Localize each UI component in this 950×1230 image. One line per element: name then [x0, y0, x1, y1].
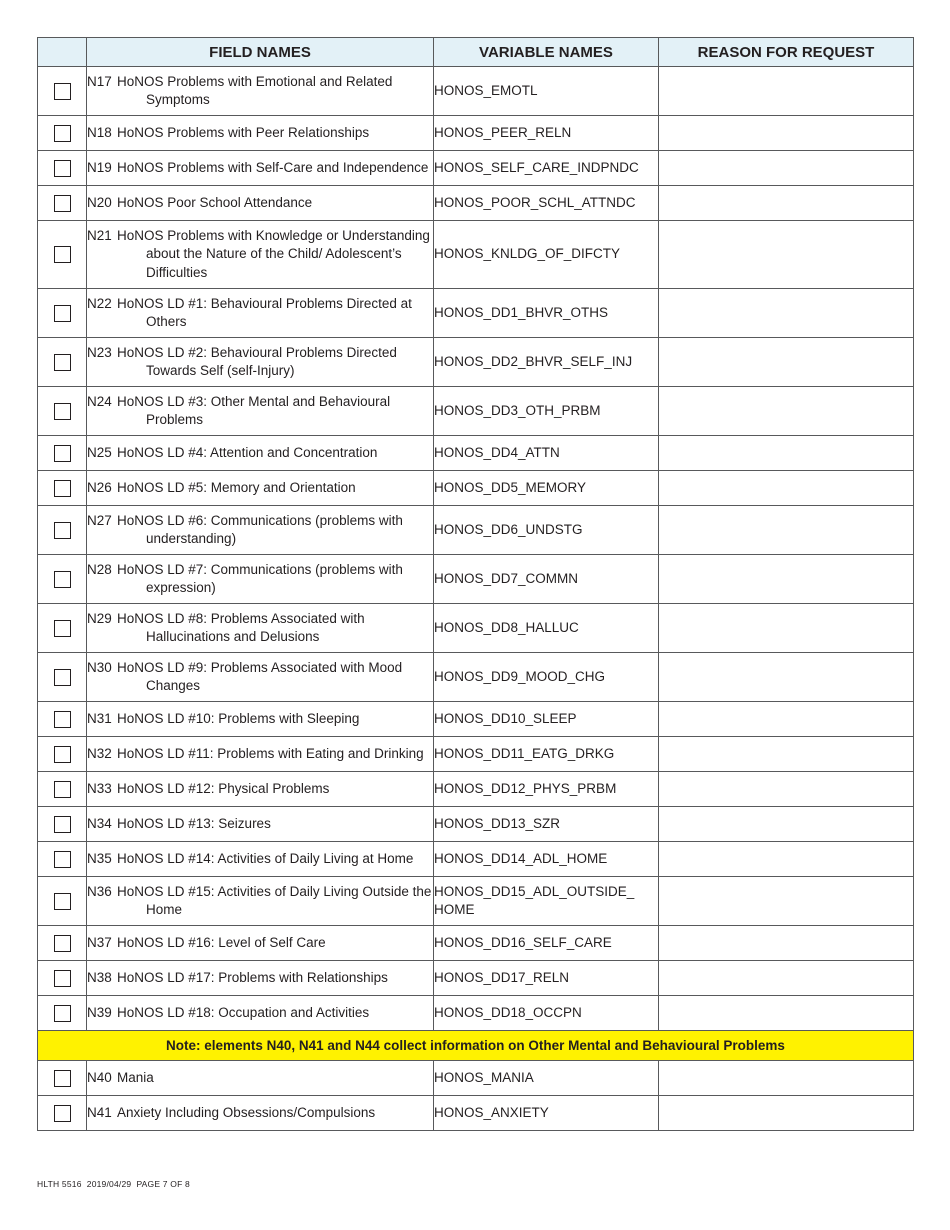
- checkbox-cell: [38, 1061, 87, 1096]
- request-checkbox[interactable]: [54, 195, 71, 212]
- field-label: HoNOS LD #16: Level of Self Care: [117, 934, 326, 950]
- field-name-cell: [87, 289, 434, 338]
- variable-name-cell: HONOS_ANXIETY: [434, 1096, 659, 1131]
- variable-name-cell: HONOS_DD7_COMMN: [434, 555, 659, 604]
- field-label: HoNOS LD #12: Physical Problems: [117, 780, 330, 796]
- checkbox-cell: [38, 1096, 87, 1131]
- table-row: [38, 807, 914, 842]
- request-checkbox[interactable]: [54, 935, 71, 952]
- field-label: HoNOS LD #4: Attention and Concentration: [117, 444, 378, 460]
- checkbox-cell: [38, 653, 87, 702]
- field-name-cell: [87, 151, 434, 186]
- field-code: N38: [87, 969, 112, 985]
- field-label: HoNOS LD #9: Problems Associated with Mood Changes: [117, 659, 403, 693]
- field-name-cell: [87, 772, 434, 807]
- request-checkbox[interactable]: [54, 669, 71, 686]
- request-checkbox[interactable]: [54, 246, 71, 263]
- reason-for-request-field[interactable]: [659, 772, 914, 807]
- field-code: N33: [87, 780, 112, 796]
- checkbox-cell: [38, 289, 87, 338]
- reason-for-request-field[interactable]: [659, 807, 914, 842]
- variable-name-cell: HONOS_DD3_OTH_PRBM: [434, 387, 659, 436]
- request-checkbox[interactable]: [54, 1005, 71, 1022]
- request-checkbox[interactable]: [54, 83, 71, 100]
- field-code: N32: [87, 745, 112, 761]
- checkbox-cell: [38, 737, 87, 772]
- reason-for-request-field[interactable]: [659, 506, 914, 555]
- request-checkbox[interactable]: [54, 522, 71, 539]
- field-label: HoNOS LD #3: Other Mental and Behavioural Problems: [117, 393, 391, 427]
- field-label: HoNOS LD #17: Problems with Relationships: [117, 969, 388, 985]
- field-label: Anxiety Including Obsessions/Compulsions: [117, 1104, 376, 1120]
- variable-name-cell: HONOS_DD18_OCCPN: [434, 996, 659, 1031]
- reason-for-request-field[interactable]: [659, 996, 914, 1031]
- field-name-cell: [87, 996, 434, 1031]
- field-label: HoNOS LD #11: Problems with Eating and Drinking: [117, 745, 424, 761]
- table-row: [38, 221, 914, 289]
- request-checkbox[interactable]: [54, 816, 71, 833]
- checkbox-cell: [38, 555, 87, 604]
- table-row: [38, 436, 914, 471]
- variable-name-cell: HONOS_MANIA: [434, 1061, 659, 1096]
- field-name-cell: [87, 387, 434, 436]
- variable-name-cell: HONOS_DD8_HALLUC: [434, 604, 659, 653]
- table-row: [38, 289, 914, 338]
- checkbox-cell: [38, 221, 87, 289]
- table-row: [38, 67, 914, 116]
- field-names-header: FIELD NAMES: [87, 38, 434, 67]
- checkbox-cell: [38, 961, 87, 996]
- field-code: N25: [87, 444, 112, 460]
- reason-for-request-field[interactable]: [659, 289, 914, 338]
- table-row: [38, 877, 914, 926]
- variable-names-header: VARIABLE NAMES: [434, 38, 659, 67]
- note-row: [38, 1031, 914, 1061]
- field-code: N37: [87, 934, 112, 950]
- request-checkbox[interactable]: [54, 851, 71, 868]
- field-label: HoNOS LD #15: Activities of Daily Living Outside the Home: [117, 883, 432, 917]
- checkbox-cell: [38, 471, 87, 506]
- field-code: N40: [87, 1069, 112, 1085]
- field-code: N29: [87, 610, 112, 626]
- reason-for-request-field[interactable]: [659, 702, 914, 737]
- reason-for-request-field[interactable]: [659, 116, 914, 151]
- request-checkbox[interactable]: [54, 445, 71, 462]
- request-checkbox[interactable]: [54, 1105, 71, 1122]
- field-name-cell: [87, 1061, 434, 1096]
- checkbox-cell: [38, 116, 87, 151]
- checkbox-cell: [38, 436, 87, 471]
- reason-for-request-header: REASON FOR REQUEST: [659, 38, 914, 67]
- field-code: N30: [87, 659, 112, 675]
- field-name-cell: [87, 67, 434, 116]
- variable-name-cell: HONOS_DD17_RELN: [434, 961, 659, 996]
- field-name-cell: [87, 702, 434, 737]
- field-code: N26: [87, 479, 112, 495]
- reason-for-request-field[interactable]: [659, 471, 914, 506]
- variable-name-cell: HONOS_POOR_SCHL_ATTNDC: [434, 186, 659, 221]
- field-name-cell: [87, 116, 434, 151]
- table-row: [38, 1096, 914, 1131]
- field-code: N18: [87, 124, 112, 140]
- field-label: HoNOS LD #1: Behavioural Problems Directed at Others: [117, 295, 412, 329]
- variable-name-cell: HONOS_DD15_ADL_OUTSIDE_ HOME: [434, 877, 659, 926]
- checkbox-cell: [38, 186, 87, 221]
- reason-for-request-field[interactable]: [659, 151, 914, 186]
- checkbox-cell: [38, 842, 87, 877]
- field-name-cell: [87, 653, 434, 702]
- page-number: PAGE 7 OF 8: [136, 1179, 190, 1189]
- field-label: HoNOS LD #13: Seizures: [117, 815, 271, 831]
- field-code: N36: [87, 883, 112, 899]
- field-label: HoNOS Problems with Knowledge or Understanding about the Nature of the Child/ Adolescent’s Difficulties: [117, 227, 430, 280]
- table-row: [38, 471, 914, 506]
- request-checkbox[interactable]: [54, 970, 71, 987]
- reason-for-request-field[interactable]: [659, 436, 914, 471]
- table-row: [38, 151, 914, 186]
- variable-name-cell: HONOS_DD9_MOOD_CHG: [434, 653, 659, 702]
- reason-for-request-field[interactable]: [659, 67, 914, 116]
- variable-name-cell: HONOS_PEER_RELN: [434, 116, 659, 151]
- reason-for-request-field[interactable]: [659, 926, 914, 961]
- variable-name-cell: HONOS_DD6_UNDSTG: [434, 506, 659, 555]
- variable-name-cell: HONOS_DD4_ATTN: [434, 436, 659, 471]
- request-checkbox[interactable]: [54, 125, 71, 142]
- table-row: [38, 772, 914, 807]
- field-code: N23: [87, 344, 112, 360]
- checkbox-cell: [38, 604, 87, 653]
- request-checkbox[interactable]: [54, 893, 71, 910]
- variable-name-cell: HONOS_EMOTL: [434, 67, 659, 116]
- variable-name-cell: HONOS_SELF_CARE_INDPNDC: [434, 151, 659, 186]
- table-row: [38, 1061, 914, 1096]
- field-label: HoNOS LD #8: Problems Associated with Hallucinations and Delusions: [117, 610, 365, 644]
- field-name-cell: [87, 221, 434, 289]
- checkbox-column-header: [38, 38, 87, 67]
- checkbox-cell: [38, 702, 87, 737]
- request-checkbox[interactable]: [54, 403, 71, 420]
- request-checkbox[interactable]: [54, 305, 71, 322]
- variable-name-cell: HONOS_DD2_BHVR_SELF_INJ: [434, 338, 659, 387]
- field-label: Mania: [117, 1069, 154, 1085]
- field-label: HoNOS LD #2: Behavioural Problems Directed Towards Self (self-Injury): [117, 344, 397, 378]
- field-name-cell: [87, 877, 434, 926]
- field-name-cell: [87, 737, 434, 772]
- table-row: [38, 387, 914, 436]
- field-label: HoNOS LD #10: Problems with Sleeping: [117, 710, 360, 726]
- table-row: [38, 186, 914, 221]
- field-code: N17: [87, 73, 112, 89]
- field-label: HoNOS LD #5: Memory and Orientation: [117, 479, 356, 495]
- table-row: [38, 506, 914, 555]
- field-code: N39: [87, 1004, 112, 1020]
- variable-name-cell: HONOS_DD12_PHYS_PRBM: [434, 772, 659, 807]
- field-label: HoNOS Poor School Attendance: [117, 194, 313, 210]
- reason-for-request-field[interactable]: [659, 653, 914, 702]
- table-row: [38, 116, 914, 151]
- reason-for-request-field[interactable]: [659, 338, 914, 387]
- field-label: HoNOS LD #7: Communications (problems with expression): [117, 561, 403, 595]
- checkbox-cell: [38, 67, 87, 116]
- checkbox-cell: [38, 338, 87, 387]
- field-label: HoNOS Problems with Peer Relationships: [117, 124, 370, 140]
- checkbox-cell: [38, 387, 87, 436]
- reason-for-request-field[interactable]: [659, 604, 914, 653]
- field-label: HoNOS LD #14: Activities of Daily Living at Home: [117, 850, 414, 866]
- checkbox-cell: [38, 877, 87, 926]
- request-checkbox[interactable]: [54, 354, 71, 371]
- field-code: N41: [87, 1104, 112, 1120]
- field-name-cell: [87, 186, 434, 221]
- field-name-cell: [87, 604, 434, 653]
- field-code: N34: [87, 815, 112, 831]
- field-code: N24: [87, 393, 112, 409]
- field-code: N31: [87, 710, 112, 726]
- field-name-cell: [87, 471, 434, 506]
- form-id: HLTH 5516: [37, 1179, 82, 1189]
- checkbox-cell: [38, 151, 87, 186]
- reason-for-request-field[interactable]: [659, 1096, 914, 1131]
- request-checkbox[interactable]: [54, 480, 71, 497]
- table-row: [38, 926, 914, 961]
- request-checkbox[interactable]: [54, 160, 71, 177]
- field-code: N22: [87, 295, 112, 311]
- request-checkbox[interactable]: [54, 620, 71, 637]
- field-label: HoNOS Problems with Self-Care and Independence: [117, 159, 429, 175]
- request-checkbox[interactable]: [54, 781, 71, 798]
- reason-for-request-field[interactable]: [659, 387, 914, 436]
- reason-for-request-field[interactable]: [659, 1061, 914, 1096]
- field-name-cell: [87, 961, 434, 996]
- table-body: [38, 67, 914, 1131]
- checkbox-cell: [38, 807, 87, 842]
- variable-name-cell: HONOS_DD5_MEMORY: [434, 471, 659, 506]
- note-text: Note: elements N40, N41 and N44 collect information on Other Mental and Behavioural Problems: [38, 1031, 914, 1061]
- variable-name-cell: HONOS_DD14_ADL_HOME: [434, 842, 659, 877]
- field-name-cell: [87, 807, 434, 842]
- variable-name-cell: HONOS_DD10_SLEEP: [434, 702, 659, 737]
- checkbox-cell: [38, 772, 87, 807]
- request-checkbox[interactable]: [54, 711, 71, 728]
- field-label: HoNOS LD #18: Occupation and Activities: [117, 1004, 370, 1020]
- field-code: N28: [87, 561, 112, 577]
- field-name-cell: [87, 506, 434, 555]
- variable-name-cell: HONOS_DD11_EATG_DRKG: [434, 737, 659, 772]
- table-row: [38, 604, 914, 653]
- table-header-row: [38, 38, 914, 67]
- variable-name-cell: HONOS_KNLDG_OF_DIFCTY: [434, 221, 659, 289]
- field-code: N27: [87, 512, 112, 528]
- variable-name-cell: HONOS_DD1_BHVR_OTHS: [434, 289, 659, 338]
- reason-for-request-field[interactable]: [659, 186, 914, 221]
- request-checkbox[interactable]: [54, 1070, 71, 1087]
- variable-name-cell: HONOS_DD16_SELF_CARE: [434, 926, 659, 961]
- field-name-cell: [87, 555, 434, 604]
- field-code: N20: [87, 194, 112, 210]
- checkbox-cell: [38, 506, 87, 555]
- reason-for-request-field[interactable]: [659, 555, 914, 604]
- table-row: [38, 653, 914, 702]
- table-row: [38, 338, 914, 387]
- field-code: N21: [87, 227, 112, 243]
- table-row: [38, 555, 914, 604]
- field-name-cell: [87, 338, 434, 387]
- reason-for-request-field[interactable]: [659, 737, 914, 772]
- table-row: [38, 702, 914, 737]
- table-row: [38, 842, 914, 877]
- reason-for-request-field[interactable]: [659, 221, 914, 289]
- field-code: N19: [87, 159, 112, 175]
- reason-for-request-field[interactable]: [659, 961, 914, 996]
- request-checkbox[interactable]: [54, 571, 71, 588]
- table-row: [38, 961, 914, 996]
- field-code: N35: [87, 850, 112, 866]
- checkbox-cell: [38, 926, 87, 961]
- reason-for-request-field[interactable]: [659, 842, 914, 877]
- request-checkbox[interactable]: [54, 746, 71, 763]
- field-name-cell: [87, 1096, 434, 1131]
- field-name-cell: [87, 926, 434, 961]
- field-name-cell: [87, 842, 434, 877]
- data-request-table: [37, 37, 914, 1131]
- reason-for-request-field[interactable]: [659, 877, 914, 926]
- form-date: 2019/04/29: [86, 1179, 132, 1189]
- field-name-cell: [87, 436, 434, 471]
- variable-name-cell: HONOS_DD13_SZR: [434, 807, 659, 842]
- field-label: HoNOS Problems with Emotional and Related Symptoms: [117, 73, 393, 107]
- table-row: [38, 996, 914, 1031]
- table-row: [38, 737, 914, 772]
- checkbox-cell: [38, 996, 87, 1031]
- page-footer: [37, 1179, 190, 1189]
- field-label: HoNOS LD #6: Communications (problems with understanding): [117, 512, 403, 546]
